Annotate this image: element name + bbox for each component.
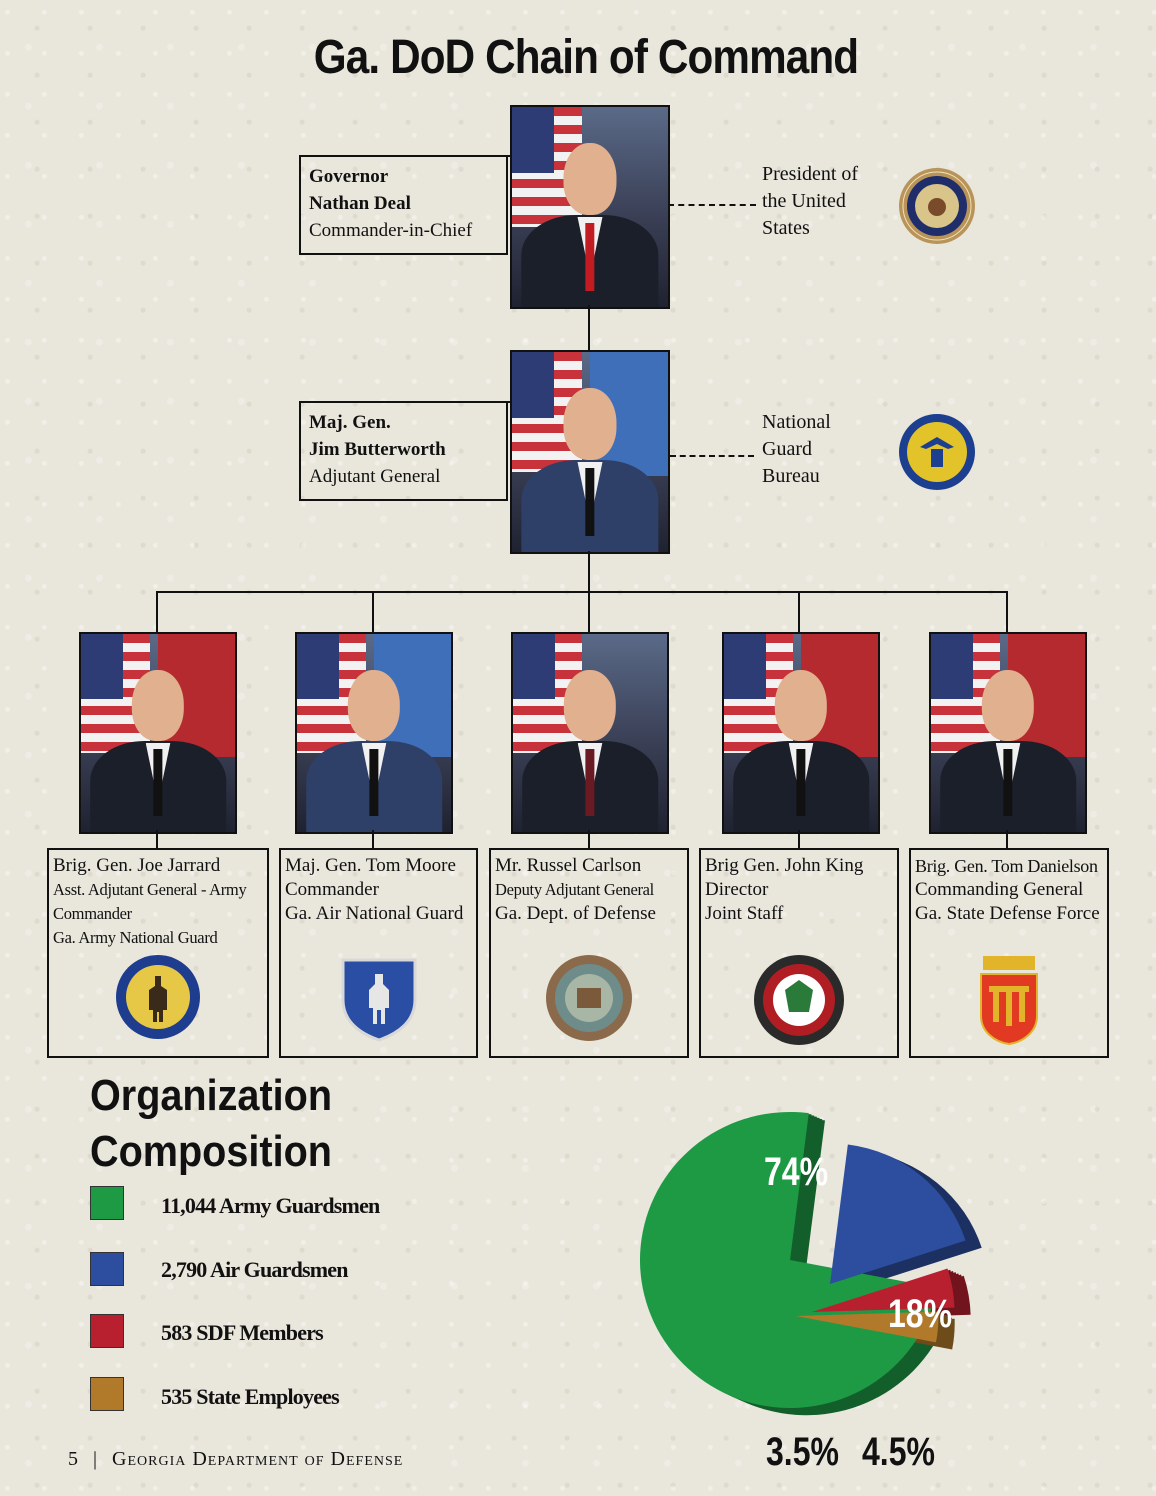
legend-swatch-air — [90, 1252, 124, 1286]
page-number: 5 — [68, 1448, 79, 1470]
pct-label-army: 74% — [764, 1150, 829, 1194]
legend-label-air: 2,790 Air Guardsmen — [161, 1257, 348, 1282]
governor-name: Nathan Deal — [309, 193, 411, 214]
joint-staff-seal-icon — [753, 954, 845, 1046]
adjutant-photo — [510, 350, 670, 554]
king-photo — [722, 632, 880, 834]
georgia-dept-of-defense-seal-icon — [545, 954, 633, 1042]
pct-label-air: 18% — [888, 1292, 953, 1336]
legend-swatch-state — [90, 1377, 124, 1411]
commander-box-jarrard: Brig. Gen. Joe Jarrard Asst. Adjutant General - Army Commander Ga. Army National Guard — [47, 848, 269, 1058]
footer-org: Georgia Department of Defense — [112, 1448, 404, 1470]
national-guard-bureau-seal-icon — [898, 413, 976, 491]
commander-box-king: Brig Gen. John King Director Joint Staff — [699, 848, 899, 1058]
governor-name-box — [299, 155, 508, 255]
presidential-seal-icon — [898, 167, 976, 245]
moore-photo — [295, 632, 453, 834]
president-label: President of the United States — [762, 163, 859, 239]
army-national-guard-seal-icon — [115, 954, 201, 1040]
legend-label-sdf: 583 SDF Members — [161, 1320, 323, 1345]
jarrard-photo — [79, 632, 237, 834]
governor-photo — [510, 105, 670, 309]
commander-box-moore: Maj. Gen. Tom Moore Commander Ga. Air National Guard — [279, 848, 478, 1058]
composition-title: Organization Composition — [90, 1071, 333, 1176]
legend-swatch-army — [90, 1186, 124, 1220]
adjutant-role: Adjutant General — [309, 466, 441, 487]
national-guard-bureau-label: National Guard Bureau — [762, 411, 831, 487]
air-national-guard-shield-icon — [339, 954, 419, 1042]
commander-box-danielson: Brig. Gen. Tom Danielson Commanding General Ga. State Defense Force — [909, 848, 1109, 1058]
pct-label-sdf: 4.5% — [862, 1430, 935, 1474]
footer-separator: | — [93, 1448, 99, 1470]
page-title: Ga. DoD Chain of Command — [313, 31, 859, 84]
carlson-photo — [511, 632, 669, 834]
legend-label-army: 11,044 Army Guardsmen — [161, 1193, 380, 1218]
legend-swatch-sdf — [90, 1314, 124, 1348]
governor-role: Commander-in-Chief — [309, 220, 473, 241]
page-footer — [68, 1448, 403, 1471]
adjutant-name-box — [299, 401, 508, 501]
danielson-photo — [929, 632, 1087, 834]
commander-box-carlson: Mr. Russel Carlson Deputy Adjutant General Ga. Dept. of Defense — [489, 848, 689, 1058]
adjutant-rank: Maj. Gen. — [309, 412, 391, 433]
legend-label-state: 535 State Employees — [161, 1384, 339, 1409]
adjutant-name: Jim Butterworth — [309, 439, 446, 460]
governor-title: Governor — [309, 166, 389, 187]
pct-label-state: 3.5% — [766, 1430, 839, 1474]
state-defense-force-patch-icon — [977, 954, 1041, 1046]
